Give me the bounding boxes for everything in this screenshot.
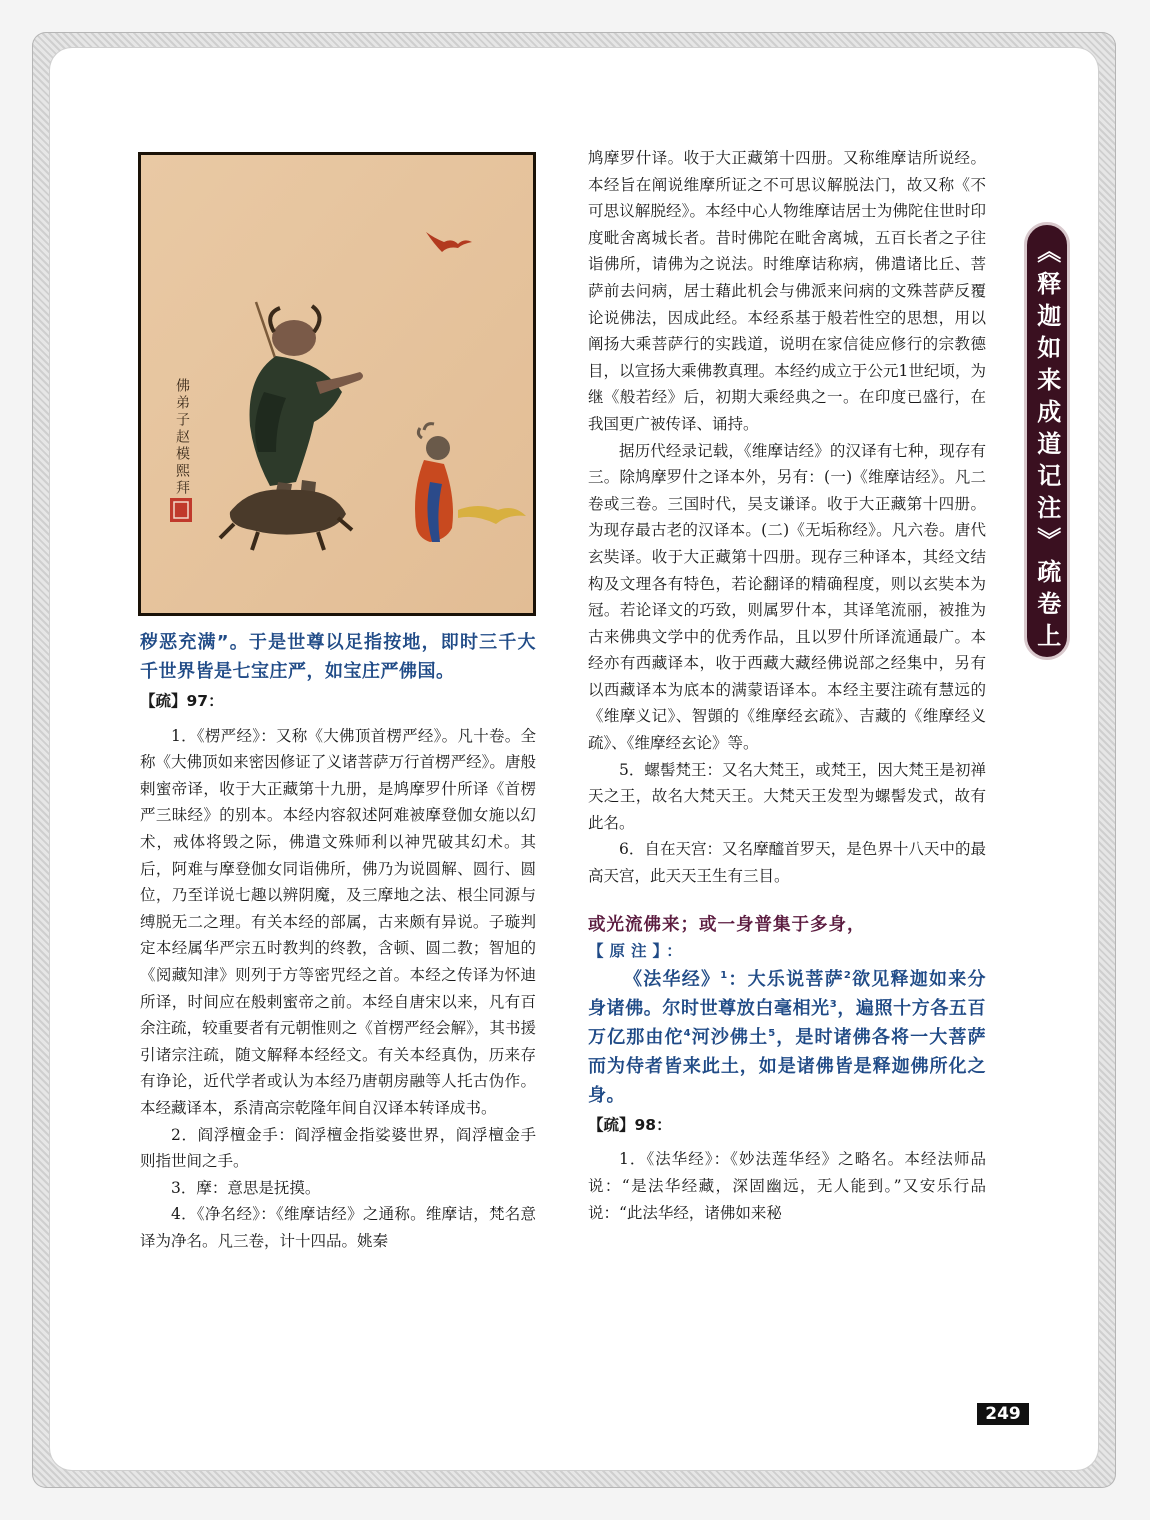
- chapter-side-tab-label: 《释迦如来成道记注》疏卷上: [1032, 239, 1062, 655]
- page-number: 249: [977, 1403, 1029, 1425]
- note-1-lotus-sutra: 1．《法华经》：《妙法莲华经》之略名。本经法师品说：“是法华经藏，深固幽远，无人能到。”又安乐行品说：“此法华经，诸佛如来秘: [588, 1150, 986, 1222]
- painting-inscription: 佛弟子赵模熙拜: [174, 378, 190, 497]
- left-column: [140, 628, 536, 1254]
- note-6-heaven-palace: 6．自在天宫：又名摩醯首罗天，是色界十八天中的最高天宫，此天天王生有三目。: [588, 840, 986, 886]
- commentary-label-97: 【疏】97：: [140, 692, 224, 710]
- note-1-lengyan: 1．《楞严经》：又称《大佛顶首楞严经》。凡十卷。全称《大佛顶如来密因修证了义诸菩萨万行首楞严经》。唐般剌蜜帝译，收于大正藏第十九册，是鸠摩罗什所译《首楞严三昧经》的别本。本经内容叙述阿难被摩登伽女施以幻术，戒体将毁之际，佛遣文殊师利以神咒破其幻术。其后，阿难与摩登伽女同诣佛所，佛乃为说圆解、圆行、圆位，乃至详说七趣以辨阴魔，及三摩地之法、根尘同源与缚脱无二之理。有关本经的部属，古来颇有异说。子璇判定本经属华严宗五时教判的终教，含顿、圆二教；智旭的《阅藏知津》则列于方等密咒经之首。本经之传译为怀迪所译，时间应在般剌蜜帝之前。本经自唐宋以来，凡有百余注疏，较重要者有元朝惟则之《首楞严经会解》，其书援引诸宗注疏，随文解释本经经文。有关本经真伪，历来存有诤论，近代学者或认为本经乃唐朝房融等人托古伪作。本经藏译本，系清高宗乾隆年间自汉译本转译成书。: [140, 726, 536, 1117]
- verse-text: 秽恶充满”。于是世尊以足指按地，即时三千大千世界皆是七宝庄严，如宝庄严佛国。: [140, 632, 536, 682]
- chapter-side-tab: [1024, 222, 1070, 660]
- original-note-label: 【原注】：: [588, 942, 688, 961]
- painting-svg: [138, 152, 536, 616]
- note-4-jingming: 4．《净名经》：《维摩诘经》之通称。维摩诘，梵名意译为净名。凡三卷，计十四品。姚秦: [140, 1205, 536, 1250]
- note-4-continued: 鸠摩罗什译。收于大正藏第十四册。又称维摩诘所说经。本经旨在阐说维摩所证之不可思议解脱法门，故又称《不可思议解脱经》。本经中心人物维摩诘居士为佛陀住世时印度毗舍离城长者。昔时佛陀在毗舍离城，五百长者之子往诣佛所，请佛为之说法。时维摩诘称病，佛遣诸比丘、菩萨前去问病，居士藉此机会与佛派来问病的文殊菩萨反覆论说佛法，因成此经。本经系基于般若性空的思想，用以阐扬大乘菩萨行的实践道，说明在家信徒应修行的宗教德目，以宣扬大乘佛教真理。本经约成立于公元1世纪顷，为继《般若经》后，初期大乘经典之一。在印度已盛行，在我国更广被传译、诵持。: [588, 149, 986, 433]
- lotus-sutra-verse: 《法华经》$^1$：大乐说菩萨$^2$欲见释迦如来分身诸佛。尔时世尊放白毫相光$^3$，遍照十方各五百万亿那由佗$^4$河沙佛土$^5$，是时诸佛各将一大菩萨而为侍者皆来此土，如是诸佛皆是释迦佛所化之身。: [588, 968, 987, 1106]
- translations-paragraph: 据历代经录记载，《维摩诘经》的汉译有七种，现存有三。除鸠摩罗什之译本外，另有：(一)《维摩诘经》。凡二卷或三卷。三国时代，吴支谦译。收于大正藏第十四册。为现存最古老的汉译本。(二)《无垢称经》。凡六卷。唐代玄奘译。收于大正藏第十四册。现存三种译本，其经文结构及文理各有特色，若论翻译的精确程度，则以玄奘本为冠。若论译文的巧致，则属罗什本，其译笔流丽，被推为古来佛典文学中的优秀作品，且以罗什所译流通最广。本经亦有西藏译本，收于西藏大藏经佛说部之经集中，另有以西藏译本为底本的满蒙语译本。本经主要注疏有慧远的《维摩义记》、智顗的《维摩经玄疏》、吉藏的《维摩经义疏》、《维摩经玄论》等。: [588, 441, 986, 753]
- note-5-brahma: 5．螺髻梵王：又名大梵王，或梵王，因大梵王是初禅天之王，故名大梵天王。大梵天王发型为螺髻发式，故有此名。: [588, 760, 986, 832]
- note-3-mo: 3．摩：意思是抚摸。: [171, 1178, 321, 1197]
- right-column: [588, 145, 986, 1226]
- section-heading: 或光流佛来；或一身普集于多身，: [588, 914, 866, 935]
- note-2-gold-hand: 2．阎浮檀金手：阎浮檀金指娑婆世界，阎浮檀金手则指世间之手。: [140, 1125, 536, 1171]
- buddhist-painting-image: [138, 152, 536, 616]
- commentary-label-98: 【疏】98：: [588, 1115, 672, 1134]
